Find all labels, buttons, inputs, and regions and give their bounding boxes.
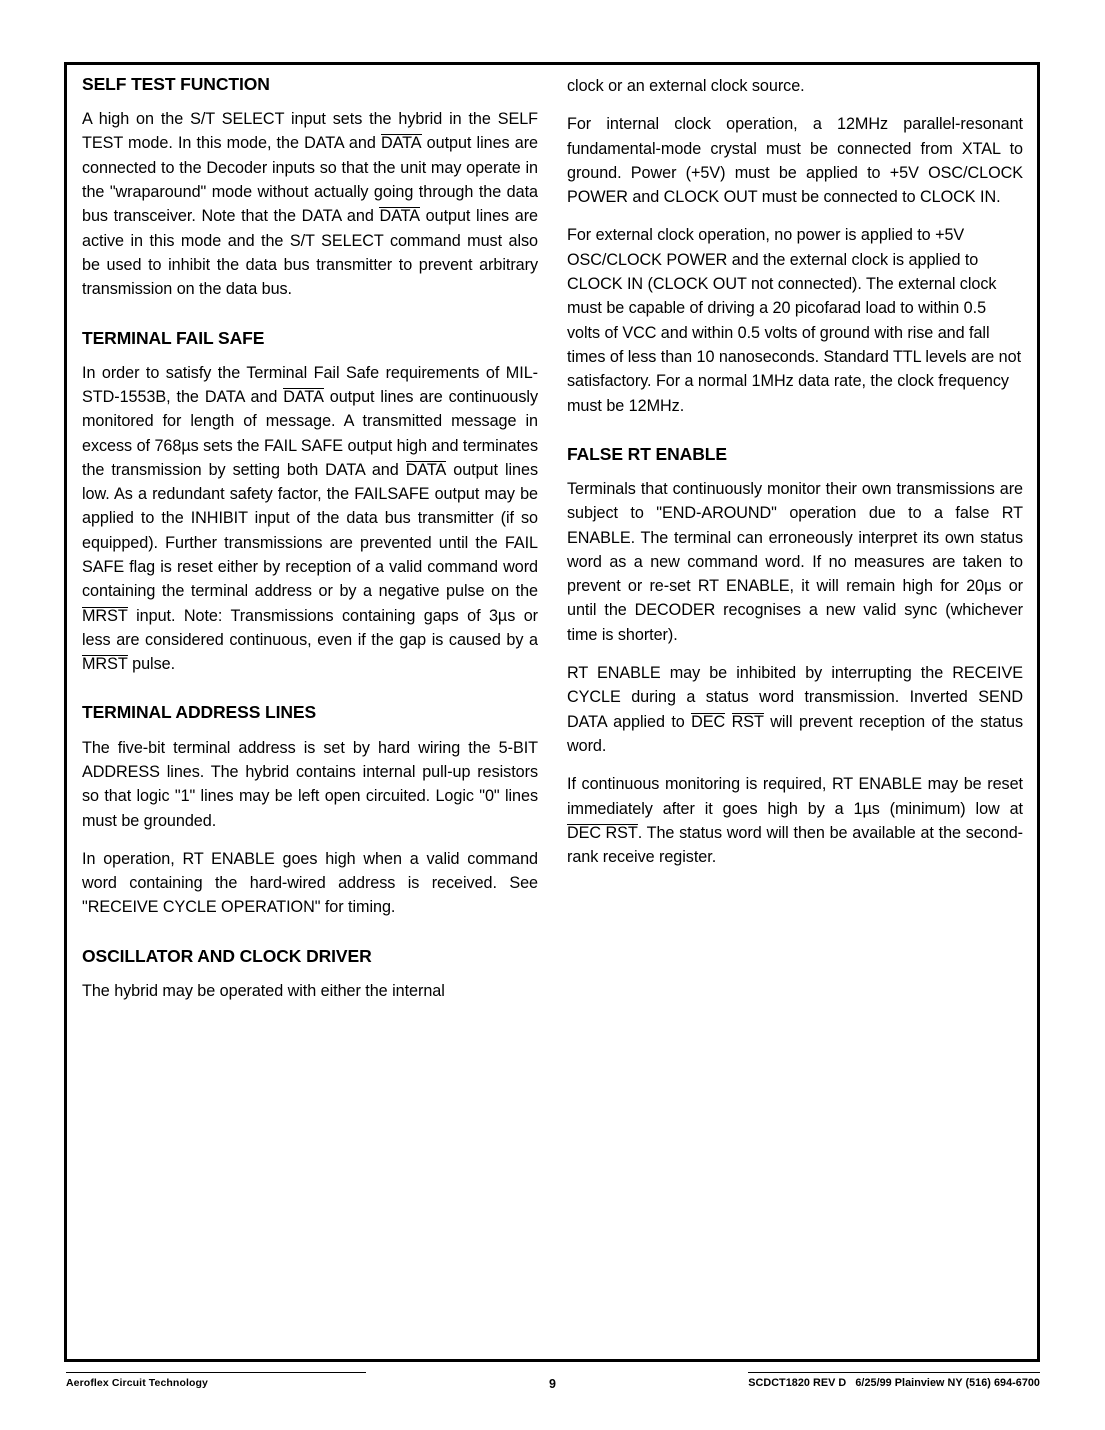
paragraph-false-rt-enable-1: Terminals that continuously monitor their own transmissions are subject to "END-AROUND" operation due to a false RT ENABLE. The terminal can erroneously interpret its own status word as a new command word. If no measures are taken to prevent or re-set RT ENABLE, it will remain high for 20µs or until the DECODER recognises a new valid sync (whichever time is shorter). [567,479,1023,644]
left-column [82,74,538,1003]
signal-data-overline: DATA [380,134,422,153]
paragraph-external-clock-operation: For external clock operation, no power is applied to +5V OSC/CLOCK POWER and the external clock is applied to CLOCK IN (CLOCK OUT not connected). The external clock must be capable of driving a 20 picofarad load to within 0.5 volts of VCC and within 0.5 volts of ground with rise and fall times of less than 10 nanoseconds. Standard TTL levels are not satisfactory. For a normal 1MHz data rate, the clock frequency must be 12MHz. [567,226,1022,415]
paragraph-oscillator-continuation: clock or an external clock source. [567,77,805,95]
heading-false-rt-enable: FALSE RT ENABLE [567,443,727,464]
signal-data-overline: DATA [379,207,421,226]
heading-terminal-fail-safe: TERMINAL FAIL SAFE [82,327,265,348]
signal-dec-overline: DEC [691,712,726,731]
footer-company: Aeroflex Circuit Technology [66,1372,366,1389]
heading-terminal-address-lines: TERMINAL ADDRESS LINES [82,702,317,723]
paragraph-terminal-address-lines-2: In operation, RT ENABLE goes high when a valid command word containing the hard-wired address is received. See "RECEIVE CYCLE OPERATION" for timing. [82,849,538,917]
paragraph-terminal-address-lines-1: The five-bit terminal address is set by hard wiring the 5-BIT ADDRESS lines. The hybrid contains internal pull-up resistors so that logic "1" lines may be left open circuited. Logic "0" lines must be grounded. [82,738,538,830]
document-body [82,74,1040,1003]
paragraph-false-rt-enable-2: RT ENABLE may be inhibited by interrupting the RECEIVE CYCLE during a status word transmission. Inverted SEND DATA applied to DEC RST will prevent reception of the status word. [567,664,1023,755]
signal-dec-rst-overline: DEC RST [567,823,638,842]
paragraph-self-test-function: A high on the S/T SELECT input sets the hybrid in the SELF TEST mode. In this mode, the DATA and DATA output lines are connected to the Decoder inputs so that the unit may operate in the "wraparound" mode without actually going through the data bus transceiver. Note that the DATA and DATA output lines are active in this mode and the S/T SELECT command must also be used to inhibit the data bus transmitter to prevent arbitrary transmission on the data bus. [82,110,538,299]
paragraph-false-rt-enable-3: If continuous monitoring is required, RT ENABLE may be reset immediately after it goes high by a 1µs (minimum) low at DEC RST. The status word will then be available at the second-rank receive register. [567,775,1023,867]
page-footer [0,1372,1105,1412]
footer-page-number: 9 [549,1377,556,1391]
signal-mrst-overline: MRST [82,655,128,674]
heading-oscillator-and-clock-driver: OSCILLATOR AND CLOCK DRIVER [82,945,372,966]
signal-rst-overline: RST [731,712,764,731]
signal-data-overline: DATA [405,460,447,479]
signal-mrst-overline: MRST [82,606,128,625]
heading-self-test-function: SELF TEST FUNCTION [82,74,270,94]
paragraph-oscillator-intro: The hybrid may be operated with either the internal [82,981,445,1000]
paragraph-internal-clock-operation: For internal clock operation, a 12MHz parallel-resonant fundamental-mode crystal must be connected from XTAL to ground. Power (+5V) must be applied to +5V OSC/CLOCK POWER and CLOCK OUT must be connected to CLOCK IN. [567,115,1023,207]
footer-document-reference: SCDCT1820 REV D 6/25/99 Plainview NY (516) 694-6700 [748,1372,1040,1389]
paragraph-terminal-fail-safe: In order to satisfy the Terminal Fail Safe requirements of MIL-STD-1553B, the DATA and DATA output lines are continuously monitored for length of message. A transmitted message in excess of 768µs sets the FAIL SAFE output high and terminates the transmission by setting both DATA and DATA output lines low. As a redundant safety factor, the FAILSAFE output may be applied to the INHIBIT input of the data bus transmitter (if so equipped). Further transmissions are prevented until the FAIL SAFE flag is reset either by reception of a valid command word containing the terminal address or by a negative pulse on the MRST input. Note: Transmissions containing gaps of 3µs or less are considered continuous, even if the gap is caused by a MRST pulse. [82,363,538,674]
right-column [567,74,1023,1003]
signal-data-overline: DATA [283,387,324,406]
